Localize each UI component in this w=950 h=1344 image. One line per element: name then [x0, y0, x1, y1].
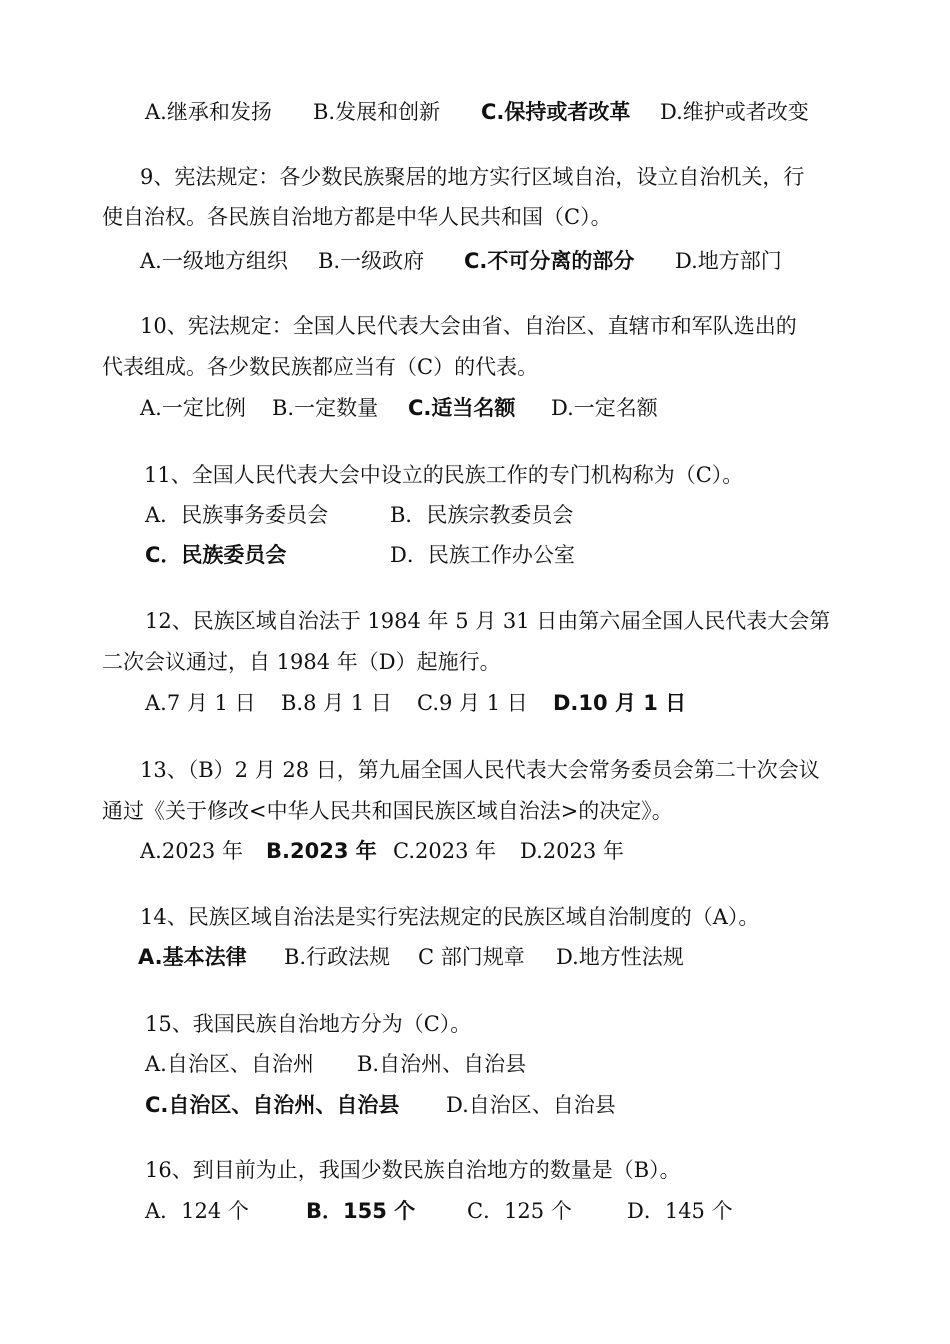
question-text-cont: 使自治权。各民族自治地方都是中华人民共和国（C）。 — [102, 205, 612, 229]
question-text: 14、民族区域自治法是实行宪法规定的民族区域自治制度的（A）。 — [140, 905, 760, 929]
option-b-answer: B.2023 年 — [266, 839, 377, 863]
question-text-cont: 通过《关于修改<中华人民共和国民族区域自治法>的决定》。 — [102, 799, 673, 823]
option-a: A.继承和发扬 — [145, 100, 272, 124]
option-d: D．145 个 — [627, 1199, 733, 1223]
option-d: D.一定名额 — [551, 396, 658, 420]
option-c: C.2023 年 — [393, 839, 497, 863]
question-text: 9、宪法规定：各少数民族聚居的地方实行区域自治，设立自治机关，行 — [140, 165, 805, 189]
option-a: A.7 月 1 日 — [145, 691, 256, 715]
option-d: D.维护或者改变 — [660, 100, 809, 124]
question-text-cont: 二次会议通过，自 1984 年（D）起施行。 — [102, 650, 501, 674]
option-b: B.8 月 1 日 — [281, 691, 392, 715]
option-a: A．民族事务委员会 — [145, 503, 329, 527]
option-a: A．124 个 — [145, 1199, 249, 1223]
option-a: A.2023 年 — [140, 839, 243, 863]
option-c-answer: C.不可分离的部分 — [464, 249, 635, 273]
option-b: B．民族宗教委员会 — [390, 503, 574, 527]
option-a: A.一定比例 — [140, 396, 246, 420]
option-b: B.一级政府 — [318, 249, 425, 273]
option-b-answer: B．155 个 — [306, 1199, 416, 1223]
option-c: C 部门规章 — [418, 945, 525, 969]
option-a-answer: A.基本法律 — [138, 945, 247, 969]
option-a: A.自治区、自治州 — [145, 1052, 314, 1076]
option-b: B.发展和创新 — [313, 100, 441, 124]
option-a: A.一级地方组织 — [140, 249, 288, 273]
option-d: D．民族工作办公室 — [390, 543, 575, 567]
option-c-answer: C.自治区、自治州、自治县 — [145, 1093, 400, 1117]
option-d: D.地方性法规 — [556, 945, 684, 969]
question-text: 10、宪法规定：全国人民代表大会由省、自治区、直辖市和军队选出的 — [140, 314, 797, 338]
question-text-cont: 代表组成。各少数民族都应当有（C）的代表。 — [102, 355, 539, 379]
option-b: B.一定数量 — [272, 396, 379, 420]
option-c: C．125 个 — [467, 1199, 572, 1223]
question-text: 12、民族区域自治法于 1984 年 5 月 31 日由第六届全国人民代表大会第 — [145, 609, 831, 633]
option-c-answer: C.保持或者改革 — [481, 100, 631, 124]
option-d-answer: D.10 月 1 日 — [553, 691, 687, 715]
question-text: 15、我国民族自治地方分为（C）。 — [145, 1012, 472, 1036]
option-c-answer: C.适当名额 — [408, 396, 516, 420]
option-d: D.2023 年 — [520, 839, 624, 863]
question-text: 13、（B）2 月 28 日，第九届全国人民代表大会常务委员会第二十次会议 — [140, 758, 820, 782]
option-d: D.自治区、自治县 — [446, 1093, 616, 1117]
option-c: C.9 月 1 日 — [417, 691, 528, 715]
question-text: 16、到目前为止，我国少数民族自治地方的数量是（B）。 — [145, 1158, 681, 1182]
option-b: B.自治州、自治县 — [357, 1052, 527, 1076]
question-text: 11、全国人民代表大会中设立的民族工作的专门机构称为（C）。 — [144, 463, 744, 487]
option-d: D.地方部门 — [675, 249, 782, 273]
option-c-answer: C．民族委员会 — [145, 543, 287, 567]
option-b: B.行政法规 — [284, 945, 391, 969]
